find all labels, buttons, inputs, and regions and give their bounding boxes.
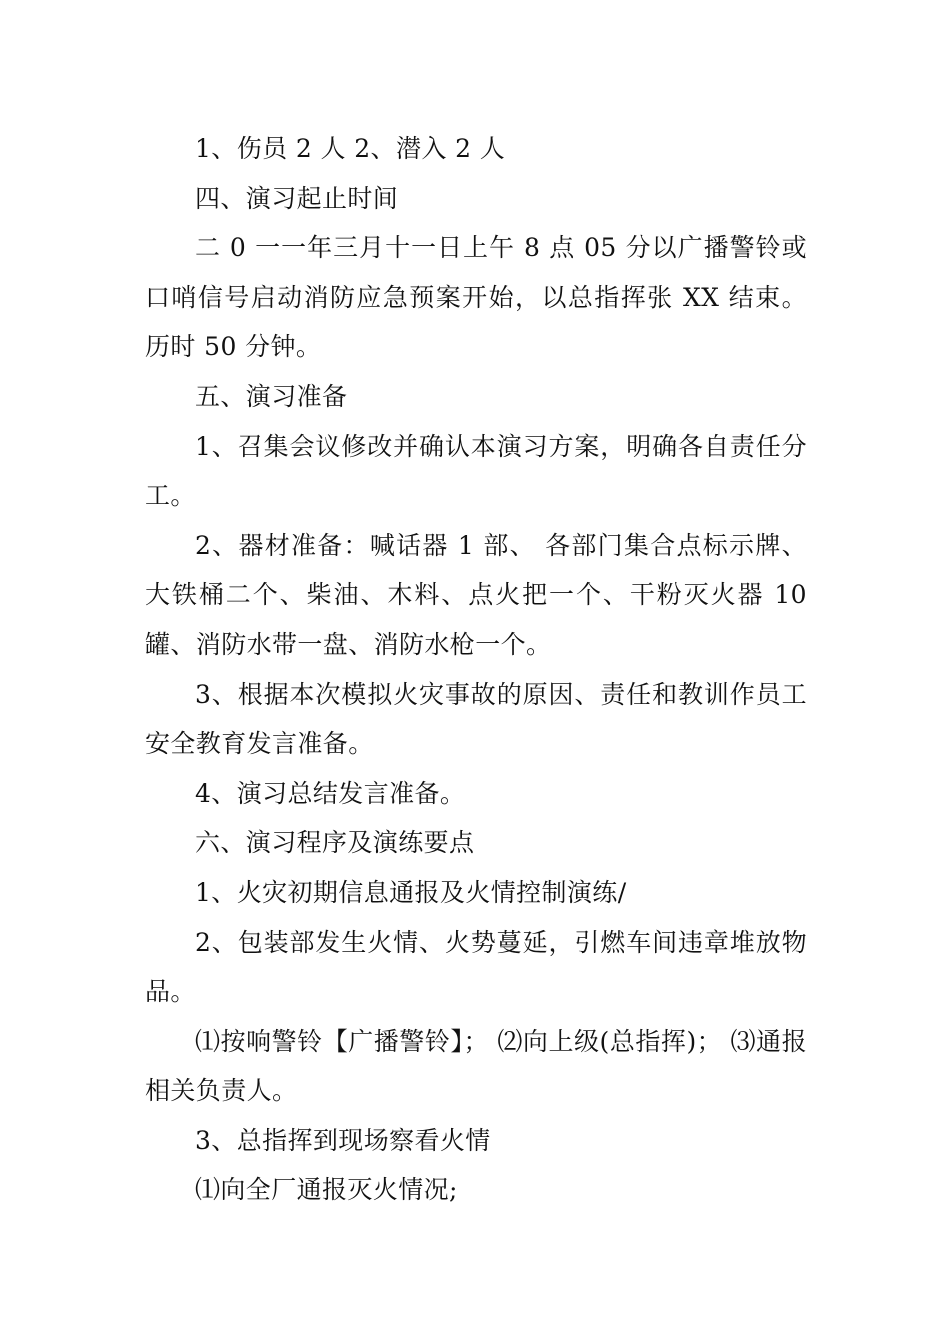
paragraph-procedure-2: 2、包装部发生火情、火势蔓延，引燃车间违章堆放物品。 [145,927,807,1007]
section-heading-drill-time: 四、演习起止时间 [195,183,399,213]
paragraph-casualties: 1、伤员 2 人 2、潜入 2 人 [195,134,506,163]
paragraph-procedure-1: 1、火灾初期信息通报及火情控制演练/ [195,877,627,907]
document-body [145,124,807,1215]
paragraph-procedure-3-step-1: ⑴向全厂通报灭火情况; [195,1175,458,1205]
paragraph-prep-equipment: 2、器材准备：喊话器 1 部、 各部门集合点标示牌、大铁桶二个、柴油、木料、点火把一个、干粉灭火器 10 罐、消防水带一盘、消防水枪一个。 [145,530,807,659]
paragraph-drill-time: 二 0 一一年三月十一日上午 8 点 05 分以广播警铃或口哨信号启动消防应急预案开始，以总指挥张 XX 结束。历时 50 分钟。 [145,233,807,362]
paragraph-prep-education: 3、根据本次模拟火灾事故的原因、责任和教训作员工安全教育发言准备。 [145,679,807,759]
paragraph-procedure-2-steps: ⑴按响警铃【广播警铃】； ⑵向上级(总指挥)； ⑶通报相关负责人。 [145,1026,807,1106]
section-heading-procedure: 六、演习程序及演练要点 [195,828,475,858]
section-heading-preparation: 五、演习准备 [195,381,348,411]
paragraph-prep-meeting: 1、召集会议修改并确认本演习方案，明确各自责任分工。 [145,431,807,511]
paragraph-procedure-3: 3、总指挥到现场察看火情 [195,1125,491,1155]
paragraph-prep-summary: 4、演习总结发言准备。 [195,778,466,808]
